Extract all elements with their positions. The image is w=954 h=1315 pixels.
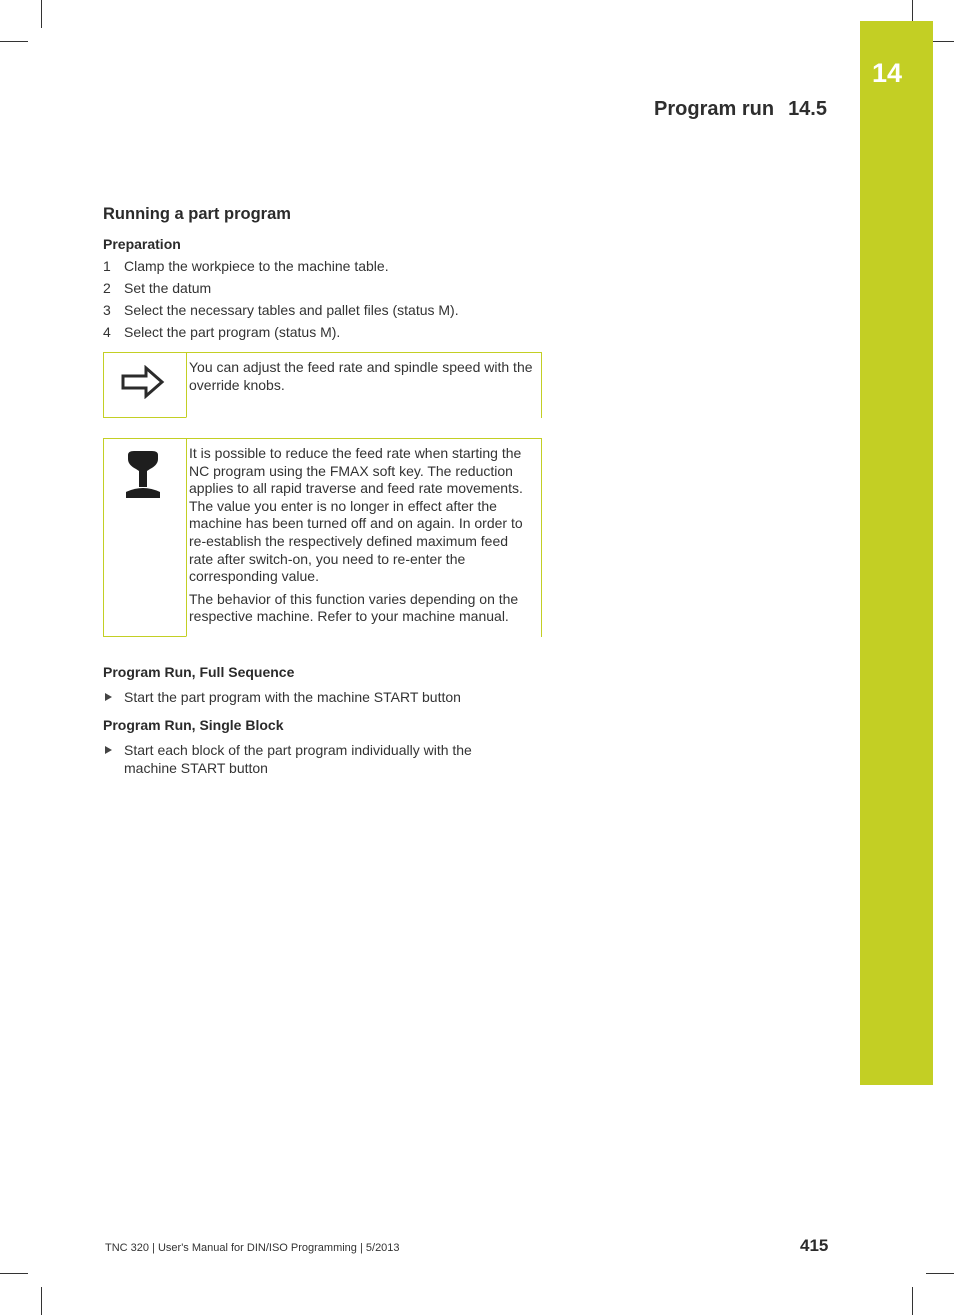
section-title: Running a part program bbox=[103, 205, 291, 223]
note-text bbox=[186, 353, 541, 418]
footer-text: TNC 320 | User's Manual for DIN/ISO Programming | 5/2013 bbox=[105, 1242, 400, 1254]
note-icon-column bbox=[104, 439, 187, 636]
crop-mark bbox=[0, 41, 28, 42]
note-box-override bbox=[103, 352, 542, 418]
chapter-side-tab bbox=[860, 21, 933, 1085]
crop-mark bbox=[41, 0, 42, 28]
list-item bbox=[103, 258, 389, 274]
bullet-text: Start the part program with the machine START button bbox=[124, 689, 461, 705]
preparation-heading: Preparation bbox=[103, 236, 181, 252]
header-title: Program run bbox=[654, 98, 775, 120]
header-section-number: 14.5 bbox=[788, 98, 827, 120]
note-text bbox=[186, 439, 541, 637]
crop-mark bbox=[912, 1287, 913, 1315]
page-number: 415 bbox=[800, 1236, 829, 1255]
list-item bbox=[103, 688, 504, 706]
crop-mark bbox=[926, 1273, 954, 1274]
chapter-number: 14 bbox=[871, 58, 903, 88]
crop-mark bbox=[41, 1287, 42, 1315]
step-number: 1 bbox=[103, 258, 111, 274]
step-text: Set the datum bbox=[124, 280, 212, 296]
note-paragraph: You can adjust the feed rate and spindle speed with the override knobs. bbox=[189, 359, 533, 393]
list-item bbox=[103, 741, 504, 777]
step-text: Select the necessary tables and pallet files (status M). bbox=[124, 302, 459, 318]
machine-tool-icon bbox=[124, 449, 162, 503]
list-item bbox=[103, 324, 340, 340]
step-text: Clamp the workpiece to the machine table. bbox=[124, 258, 389, 274]
crop-mark bbox=[912, 0, 913, 22]
bullet-arrow-icon bbox=[105, 693, 112, 701]
bullet-text: Start each block of the part program individually with the machine START button bbox=[124, 742, 472, 776]
running-header bbox=[654, 98, 827, 121]
arrow-right-icon bbox=[120, 365, 166, 399]
full-sequence-heading: Program Run, Full Sequence bbox=[103, 664, 295, 680]
step-text: Select the part program (status M). bbox=[124, 324, 341, 340]
list-item bbox=[103, 280, 211, 296]
note-box-machine bbox=[103, 438, 542, 637]
note-paragraph: The behavior of this function varies depending on the respective machine. Refer to your machine manual. bbox=[189, 590, 519, 625]
bullet-arrow-icon bbox=[105, 746, 112, 754]
step-number: 3 bbox=[103, 302, 111, 318]
note-icon-column bbox=[104, 353, 187, 417]
crop-mark bbox=[0, 1273, 28, 1274]
step-number: 2 bbox=[103, 280, 111, 296]
single-block-heading: Program Run, Single Block bbox=[103, 717, 284, 733]
note-paragraph: It is possible to reduce the feed rate when starting the NC program using the FMAX soft key. The reduction applies to all rapid traverse and feed rate movements. The value you enter is no longer in effect after the machine has been turned off and on again. In order to re-establish the respectively defined maximum feed rate after switch-on, you need to re-enter the corresponding value. bbox=[189, 445, 523, 585]
list-item bbox=[103, 302, 459, 318]
step-number: 4 bbox=[103, 324, 111, 340]
